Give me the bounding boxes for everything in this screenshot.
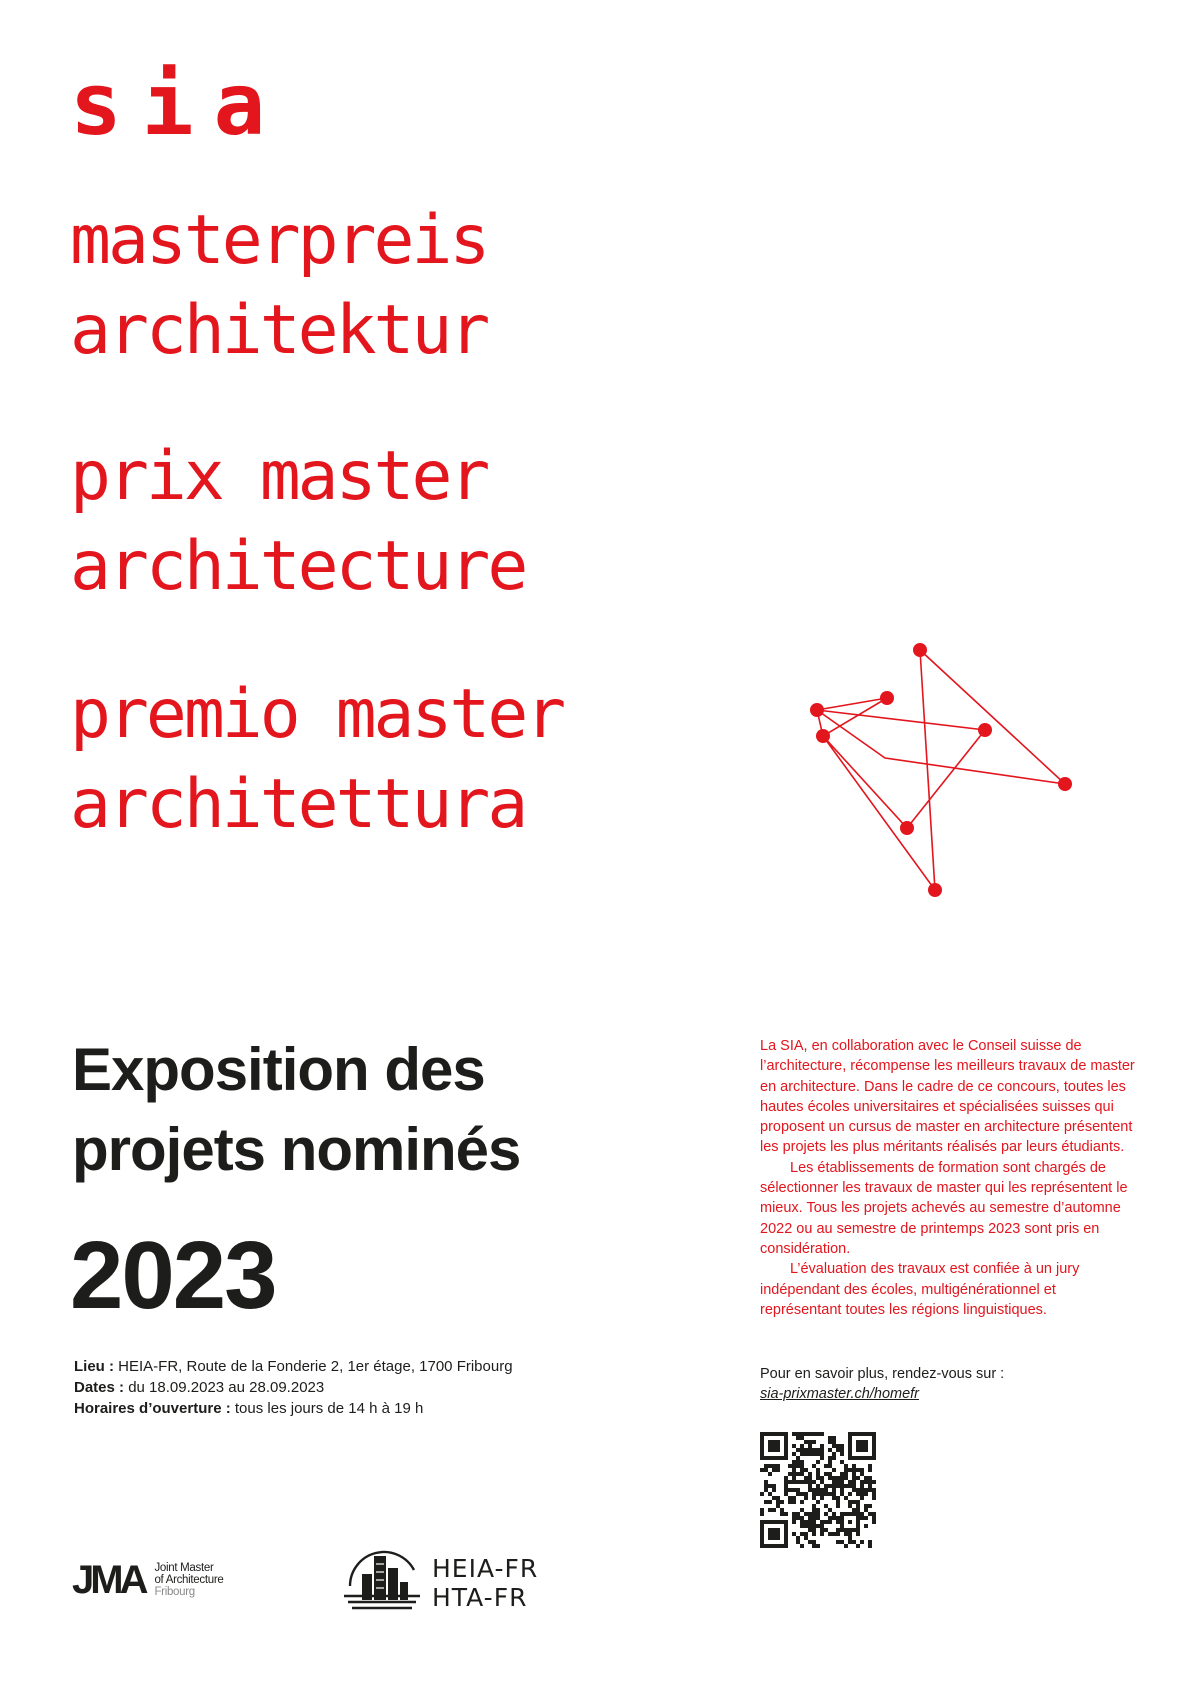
title-italian <box>70 670 563 850</box>
title-french <box>70 432 525 612</box>
title-german-line-1: masterpreis <box>70 201 488 280</box>
jma-text <box>154 1562 223 1598</box>
more-info <box>760 1364 1004 1404</box>
info-dates <box>74 1377 513 1398</box>
exhibition-info <box>74 1356 513 1419</box>
sia-logo: sia <box>70 55 286 155</box>
title-french-line-1: prix master <box>70 437 488 516</box>
description-paragraph-2: Les établissements de formation sont chargés de sélectionner les travaux de master qui les représentent le mieux. Tous les projets achevés au semestre d’automne 2022 ou au semestre de printemps 2023 sont pris en considération. <box>760 1159 1128 1257</box>
title-italian-line-2: architettura <box>70 765 526 844</box>
description-paragraph-1: La SIA, en collaboration avec le Conseil suisse de l’architecture, récompense les meilleurs travaux de master en architecture. Dans le cadre de ce concours, toutes les hautes écoles universitaires et spécialisées suisses qui proposent un cursus de master en architecture présentent les projets les plus méritants réalisés par leurs étudiants. <box>760 1038 1135 1156</box>
exhibition-title-line-1: Exposition des <box>72 1036 485 1103</box>
heia-building-icon <box>340 1538 424 1618</box>
heia-logo-text <box>432 1554 538 1612</box>
heia-line-2: HTA-FR <box>432 1583 528 1612</box>
more-info-text: Pour en savoir plus, rendez-vous sur : <box>760 1366 1005 1382</box>
jma-line-2: of Architecture <box>154 1574 224 1586</box>
info-place-label: Lieu : <box>74 1358 114 1375</box>
info-hours-label: Horaires d’ouverture : <box>74 1400 231 1417</box>
description <box>760 1036 1140 1320</box>
title-french-line-2: architecture <box>70 527 526 606</box>
title-italian-line-1: premio master <box>70 675 564 754</box>
title-german <box>70 196 487 376</box>
network-graphic-icon <box>780 630 1080 910</box>
info-place <box>74 1356 513 1377</box>
info-hours-value: tous les jours de 14 h à 19 h <box>230 1400 424 1417</box>
info-hours <box>74 1398 513 1419</box>
info-place-value: HEIA-FR, Route de la Fonderie 2, 1er étage, 1700 Fribourg <box>114 1358 513 1375</box>
qr-code-icon[interactable] <box>760 1432 876 1548</box>
exhibition-year: 2023 <box>70 1222 276 1329</box>
exhibition-title-line-2: projets nominés <box>72 1116 521 1183</box>
jma-line-3: Fribourg <box>154 1586 195 1598</box>
website-link[interactable]: sia-prixmaster.ch/homefr <box>760 1386 920 1402</box>
info-dates-value: du 18.09.2023 au 28.09.2023 <box>124 1379 325 1396</box>
exhibition-title <box>72 1030 520 1190</box>
heia-line-1: HEIA-FR <box>432 1554 539 1583</box>
jma-line-1: Joint Master <box>154 1562 214 1574</box>
jma-mark: JMA <box>72 1558 145 1602</box>
info-dates-label: Dates : <box>74 1379 125 1396</box>
jma-logo <box>72 1560 223 1600</box>
description-paragraph-3: L’évaluation des travaux est confiée à un jury indépendant des écoles, multigénérationnel et représentant toutes les régions linguistiques. <box>760 1261 1080 1318</box>
title-german-line-2: architektur <box>70 291 488 370</box>
